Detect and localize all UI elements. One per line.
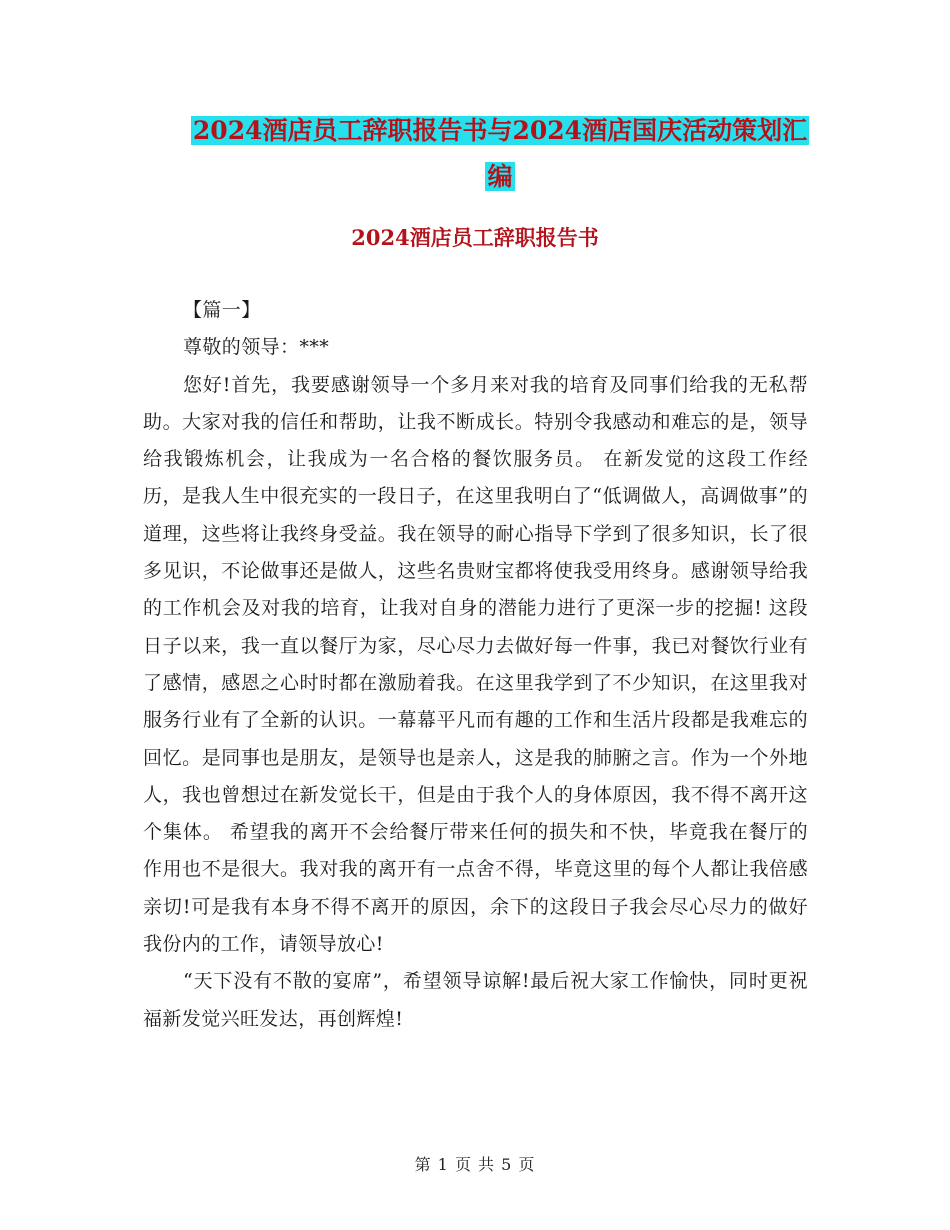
salutation: 尊敬的领导：*** <box>183 336 330 359</box>
section-title: 2024酒店员工辞职报告书 <box>351 225 599 250</box>
body-paragraph-1: 您好!首先，我要感谢领导一个多月来对我的培育及同事们给我的无私帮助。大家对我的信任和帮助，让我不断成长。特别令我感动和难忘的是，领导给我锻炼机会，让我成为一名合格的餐饮服务员。 在新发觉的这段工作经历，是我人生中很充实的一段日子，在这里我明白了“低调做人，高调做事”的道理，这些将让我终身受益。我在领导的耐心指导下学到了很多知识，长了很多见识，不论做事还是做人，这些名贵财宝都将使我受用终身。感谢领导给我的工作机会及对我的培育，让我对自身的潜能力进行了更深一步的挖掘! 这段日子以来，我一直以餐厅为家，尽心尽力去做好每一件事，我已对餐饮行业有了感情，感恩之心时时都在激励着我。在这里我学到了不少知识，在这里我对服务行业有了全新的认识。一幕幕平凡而有趣的工作和生活片段都是我难忘的回忆。是同事也是朋友，是领导也是亲人，这是我的肺腑之言。作为一个外地人，我也曾想过在新发觉长干，但是由于我个人的身体原因，我不得不离开这个集体。 希望我的离开不会给餐厅带来任何的损失和不快，毕竟我在餐厅的作用也不是很大。我对我的离开有一点舍不得，毕竟这里的每个人都让我倍感亲切!可是我有本身不得不离开的原因，余下的这段日子我会尽心尽力的做好我份内的工作，请领导放心! <box>143 373 808 956</box>
part-label: 【篇一】 <box>183 299 261 321</box>
document-body <box>143 292 808 1038</box>
page-indicator: 第 1 页 共 5 页 <box>414 1155 536 1174</box>
title-line-1: 2024酒店员工辞职报告书与2024酒店国庆活动策划汇 <box>192 116 808 145</box>
document-title <box>140 108 860 200</box>
body-paragraph-2: “天下没有不散的宴席”，希望领导谅解!最后祝大家工作愉快，同时更祝福新发觉兴旺发达，再创辉煌! <box>143 970 808 1030</box>
title-line-2: 编 <box>487 162 513 191</box>
